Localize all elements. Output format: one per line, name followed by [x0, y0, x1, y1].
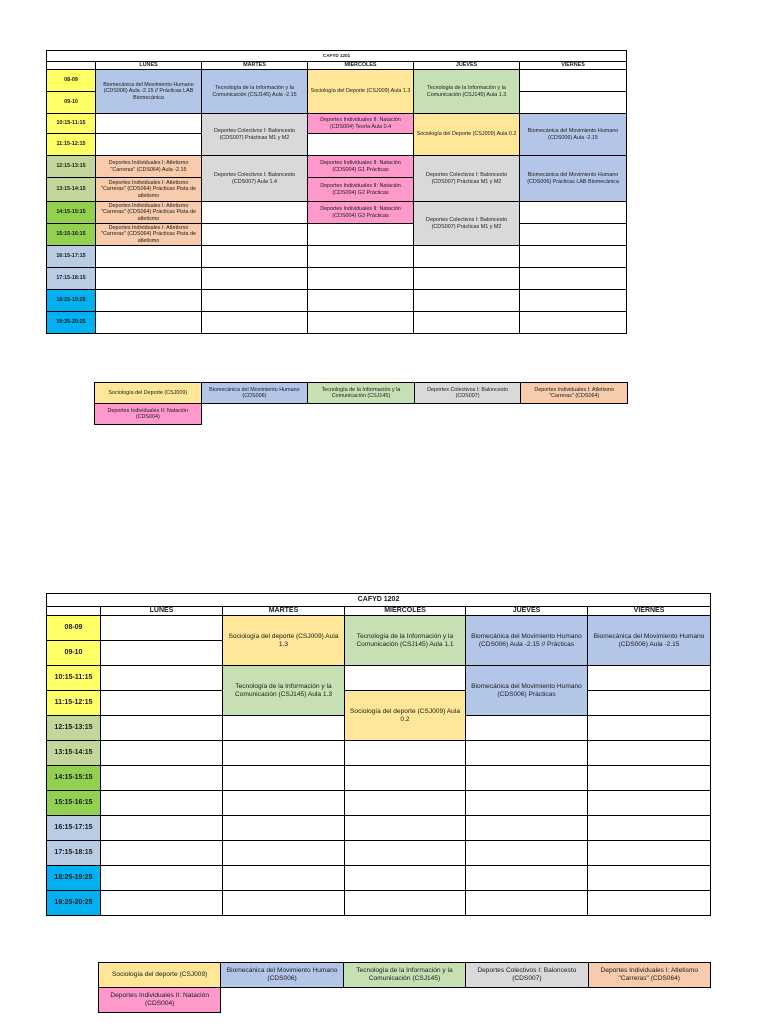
empty-cell [520, 268, 627, 290]
empty-cell [345, 741, 466, 766]
time-label: 11:15-12:15 [47, 691, 101, 716]
empty-cell [308, 134, 414, 156]
day-header-lunes: LUNES [96, 62, 202, 70]
empty-cell [101, 841, 223, 866]
time-label: 14:15-15:15 [47, 202, 96, 224]
empty-cell [414, 268, 520, 290]
time-label: 11:15-12:15 [47, 134, 96, 156]
class-cell: Deportes Individuales I: Atletismo "Carreras" (CDS064) Prácticas Pista de atletismo [96, 202, 202, 224]
empty-cell [101, 741, 223, 766]
time-label: 16:15-17:15 [47, 246, 96, 268]
empty-cell [96, 246, 202, 268]
empty-cell [466, 791, 588, 816]
empty-cell [466, 866, 588, 891]
empty-cell [308, 246, 414, 268]
class-cell: Sociología del deporte (CSJ009) Aula 1.3 [223, 616, 345, 666]
legend-item: Deportes Individuales II: Natación (CDS004) [99, 988, 221, 1013]
class-cell: Deportes Individuales II: Natación (CDS004) G2 Prácticas [308, 178, 414, 202]
class-cell: Biomecánica del Movimiento Humano (CDS006) Prácticas LAB Biomecánica [520, 156, 627, 202]
day-header-viernes: VIERNES [520, 62, 627, 70]
empty-cell [345, 766, 466, 791]
empty-cell [414, 290, 520, 312]
time-label: 15:15-16:15 [47, 224, 96, 246]
time-label: 10:15-11:15 [47, 666, 101, 691]
class-cell: Deportes Colectivos I: Baloncesto (CDS007) Prácticas M1 y M2 [414, 156, 520, 202]
empty-cell [101, 866, 223, 891]
corner-cell [47, 62, 96, 70]
empty-cell [520, 92, 627, 114]
corner-cell [47, 607, 101, 616]
empty-cell [101, 891, 223, 916]
legend-item: Deportes Individuales I: Atletismo "Carreras" (CDS064) [521, 383, 628, 404]
empty-cell [520, 224, 627, 246]
legend-item: Deportes Colectivos I: Baloncesto (CDS007) [414, 383, 521, 404]
empty-cell [308, 268, 414, 290]
day-header-martes: MARTES [223, 607, 345, 616]
class-cell: Biomecánica del Movimiento Humano (CDS006) Aula -2.15 [588, 616, 711, 666]
empty-cell [414, 312, 520, 334]
legend-item: Sociología del Deporte (CSJ009) [95, 383, 202, 404]
time-label: 12:15-13:15 [47, 716, 101, 741]
class-cell: Deportes Individuales II: Natación (CDS004) Teoría Aula 0.4 [308, 114, 414, 134]
time-label: 12:15-13:15 [47, 156, 96, 178]
empty-cell [466, 741, 588, 766]
empty-cell [223, 716, 345, 741]
time-label: 08-09 [47, 70, 96, 92]
empty-cell [101, 666, 223, 691]
empty-cell [588, 791, 711, 816]
empty-cell [101, 766, 223, 791]
legend-1202 [98, 962, 711, 1013]
time-label: 18:25-19:25 [47, 866, 101, 891]
schedule-table-1202 [46, 593, 711, 916]
empty-cell [588, 691, 711, 716]
empty-cell [520, 246, 627, 268]
empty-cell [520, 70, 627, 92]
legend-item: Sociología del deporte (CSJ009) [99, 963, 221, 988]
time-label: 09-10 [47, 641, 101, 666]
time-label: 14:15-15:15 [47, 766, 101, 791]
legend-item: Tecnología de la Información y la Comunicación (CSJ145) [308, 383, 415, 404]
empty-cell [345, 891, 466, 916]
empty-cell [96, 290, 202, 312]
empty-cell [345, 666, 466, 691]
day-header-miercoles: MIÉRCOLES [345, 607, 466, 616]
empty-cell [223, 841, 345, 866]
empty-cell [96, 134, 202, 156]
empty-cell [308, 290, 414, 312]
class-cell: Biomecánica del Movimiento Humano (CDS006) Aula -2.15 // Prácticas [466, 616, 588, 666]
time-label: 18:25-19:25 [47, 290, 96, 312]
legend-item: Deportes Colectivos I: Baloncesto (CDS007) [466, 963, 588, 988]
class-cell: Biomecánica del Movimiento Humano (CDS006) Aula -2.15 [520, 114, 627, 156]
empty-cell [223, 766, 345, 791]
class-cell: Deportes Colectivos I: Baloncesto (CDS007) Aula 1.4 [202, 156, 308, 202]
empty-cell [202, 246, 308, 268]
empty-cell [101, 816, 223, 841]
empty-cell [345, 816, 466, 841]
class-cell: Sociología del Deporte (CSJ009) Aula 0.2 [414, 114, 520, 156]
empty-cell [588, 666, 711, 691]
empty-cell [588, 741, 711, 766]
empty-cell [588, 816, 711, 841]
empty-cell [202, 268, 308, 290]
empty-cell [466, 891, 588, 916]
day-header-lunes: LUNES [101, 607, 223, 616]
empty-cell [96, 312, 202, 334]
time-label: 17:15-18:15 [47, 268, 96, 290]
time-label: 13:15-14:15 [47, 741, 101, 766]
empty-cell [223, 891, 345, 916]
legend-item: Deportes Individuales I: Atletismo "Carreras" (CDS064) [588, 963, 710, 988]
empty-cell [466, 816, 588, 841]
class-cell: Tecnología de la Información y la Comunicación (CSJ145) Aula 1.3 [414, 70, 520, 114]
empty-cell [223, 816, 345, 841]
empty-cell [96, 268, 202, 290]
empty-cell [588, 716, 711, 741]
empty-cell [101, 716, 223, 741]
class-cell: Sociología del deporte (CSJ009) Aula 0.2 [345, 691, 466, 741]
empty-cell [466, 766, 588, 791]
class-cell: Deportes Colectivos I: Baloncesto (CDS007) Prácticas M1 y M2 [414, 202, 520, 246]
empty-cell [308, 312, 414, 334]
empty-cell [588, 866, 711, 891]
legend-1201 [94, 382, 628, 425]
empty-cell [202, 312, 308, 334]
time-label: 10:15-11:15 [47, 114, 96, 134]
empty-cell [520, 202, 627, 224]
empty-cell [101, 691, 223, 716]
empty-cell [588, 766, 711, 791]
empty-cell [345, 866, 466, 891]
class-cell: Biomecánica del Movimiento Humano (CDS006) Aula -2.15 // Prácticas LAB Biomecánica [96, 70, 202, 114]
class-cell: Tecnología de la Información y la Comunicación (CSJ145) Aula 1.3 [223, 666, 345, 716]
legend-item: Biomecánica del Movimiento Humano (CDS006) [201, 383, 308, 404]
table-title: CAFYD 1202 [47, 594, 711, 607]
time-label: 15:15-16:15 [47, 791, 101, 816]
time-label: 17:15-18:15 [47, 841, 101, 866]
empty-cell [223, 791, 345, 816]
day-header-viernes: VIERNES [588, 607, 711, 616]
table-title: CAFYD 1201 [47, 51, 627, 62]
time-label: 09-10 [47, 92, 96, 114]
time-label: 19:25-20:25 [47, 312, 96, 334]
empty-cell [588, 841, 711, 866]
time-label: 19:25-20:25 [47, 891, 101, 916]
legend-item: Tecnología de la Información y la Comunicación (CSJ145) [343, 963, 465, 988]
empty-cell [202, 224, 308, 246]
legend-item: Biomecánica del Movimiento Humano (CDS006) [221, 963, 343, 988]
empty-cell [414, 246, 520, 268]
day-header-jueves: JUEVES [414, 62, 520, 70]
day-header-jueves: JUEVES [466, 607, 588, 616]
empty-cell [345, 841, 466, 866]
class-cell: Sociología del Deporte (CSJ009) Aula 1.3 [308, 70, 414, 114]
day-header-martes: MARTES [202, 62, 308, 70]
class-cell: Biomecánica del Movimiento Humano (CDS006) Prácticas [466, 666, 588, 716]
empty-cell [202, 202, 308, 224]
class-cell: Tecnología de la Información y la Comunicación (CSJ145) Aula 1.1 [345, 616, 466, 666]
empty-cell [466, 841, 588, 866]
empty-cell [520, 312, 627, 334]
empty-cell [520, 290, 627, 312]
empty-cell [466, 716, 588, 741]
time-label: 08-09 [47, 616, 101, 641]
class-cell: Deportes Individuales II: Natación (CDS004) G3 Prácticas [308, 202, 414, 224]
empty-cell [101, 641, 223, 666]
class-cell: Deportes Colectivos I: Baloncesto (CDS007) Prácticas M1 y M2 [202, 114, 308, 156]
empty-cell [223, 866, 345, 891]
empty-cell [101, 616, 223, 641]
class-cell: Deportes Individuales II: Natación (CDS004) G1 Prácticas [308, 156, 414, 178]
time-label: 13:15-14:15 [47, 178, 96, 202]
day-header-miercoles: MIÉRCOLES [308, 62, 414, 70]
empty-cell [308, 224, 414, 246]
empty-cell [223, 741, 345, 766]
class-cell: Tecnología de la Información y la Comunicación (CSJ145) Aula -2.15 [202, 70, 308, 114]
legend-item: Deportes Individuales II: Natación (CDS004) [95, 404, 202, 425]
class-cell: Deportes Individuales I: Atletismo "Carreras" (CDS064) Prácticas Pista de atletismo [96, 178, 202, 202]
empty-cell [345, 791, 466, 816]
empty-cell [101, 791, 223, 816]
class-cell: Deportes Individuales I: Atletismo "Carreras" (CDS064) Aula -2.15 [96, 156, 202, 178]
empty-cell [96, 114, 202, 134]
class-cell: Deportes Individuales I: Atletismo "Carreras" (CDS064) Prácticas Pista de atletismo [96, 224, 202, 246]
time-label: 16:15-17:15 [47, 816, 101, 841]
empty-cell [588, 891, 711, 916]
schedule-table-1201 [46, 50, 627, 334]
empty-cell [202, 290, 308, 312]
